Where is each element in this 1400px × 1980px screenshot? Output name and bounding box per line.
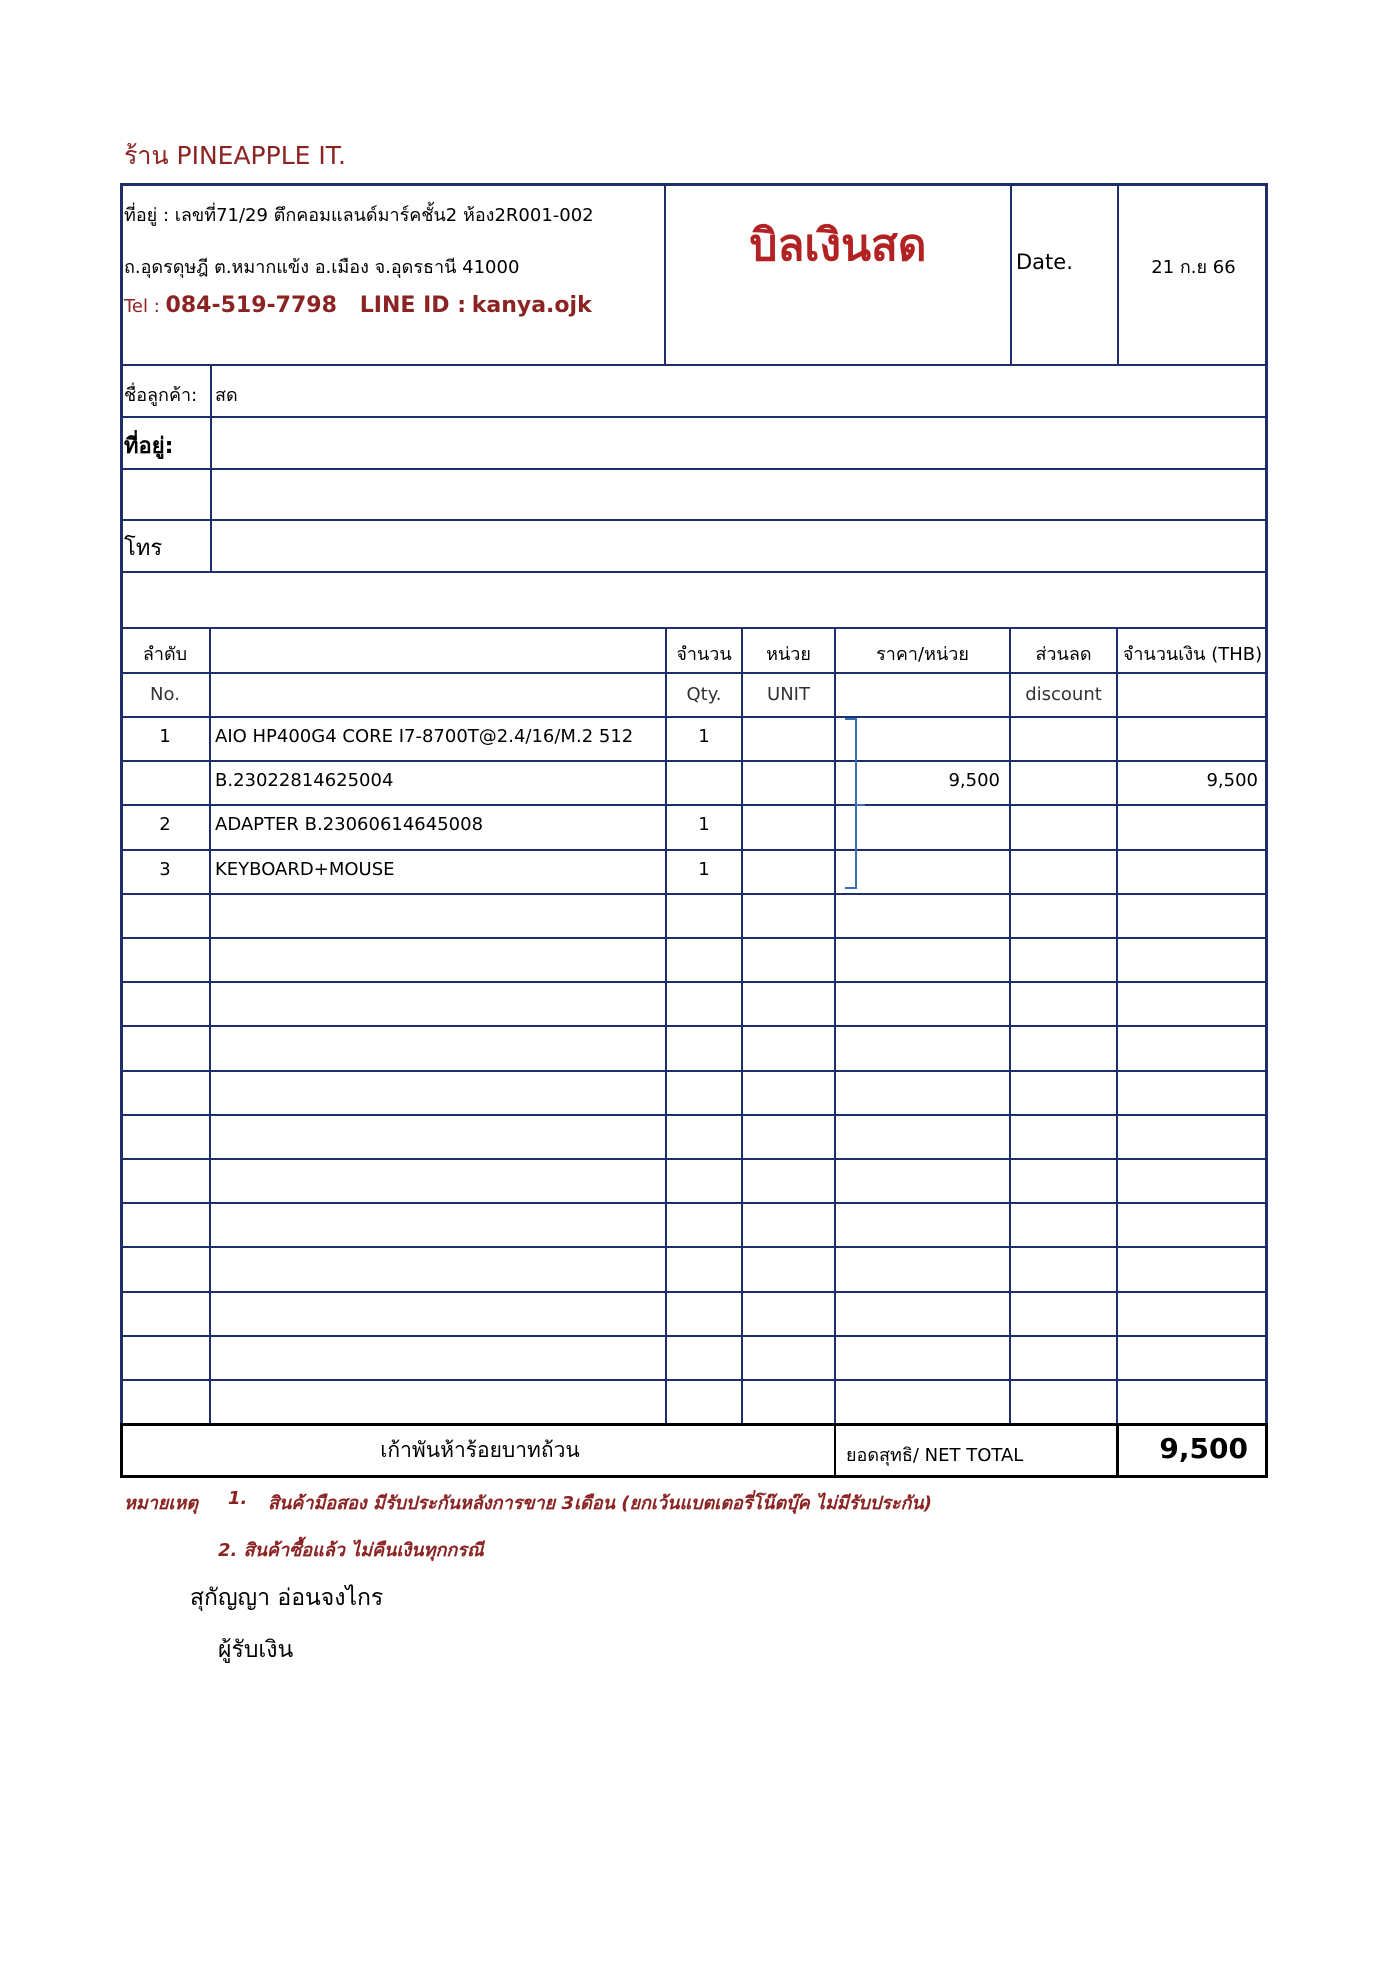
table-cell-desc: AIO HP400G4 CORE I7-8700T@2.4/16/M.2 512 (215, 726, 634, 747)
row-divider (120, 1335, 1268, 1337)
column-header-th: จำนวน (676, 644, 732, 665)
column-header-th: จำนวนเงิน (THB) (1122, 644, 1263, 665)
notes-label: หมายเหตุ (124, 1493, 199, 1514)
table-cell-qty: 1 (698, 859, 710, 880)
table-cell-desc: ADAPTER B.23060614645008 (215, 814, 484, 835)
bill-title: บิลเงินสด (749, 220, 927, 271)
bracket-annotation (855, 804, 865, 806)
signature-name: สุกัญญา อ่อนจงไกร (190, 1585, 384, 1611)
row-divider (120, 1291, 1268, 1293)
column-header-en: discount (1025, 684, 1102, 705)
column-header-en: No. (150, 684, 180, 705)
net-total-label: ยอดสุทธิ/ NET TOTAL (846, 1445, 1024, 1466)
table-cell-no: 1 (159, 726, 171, 747)
row-divider (120, 893, 1268, 895)
row-divider (120, 849, 1268, 851)
table-cell-amount: 9,500 (1206, 770, 1258, 791)
row-divider (120, 760, 1268, 762)
column-header-en: UNIT (767, 684, 810, 705)
table-cell-no: 3 (159, 859, 171, 880)
note-2-text: 2. สินค้าซื้อแล้ว ไม่คืนเงินทุกกรณี (218, 1540, 484, 1561)
row-divider (120, 1246, 1268, 1248)
column-header-th: ส่วนลด (1035, 644, 1092, 665)
customer-name-value: สด (215, 385, 238, 406)
shop-name: ร้าน PINEAPPLE IT. (124, 141, 346, 170)
shop-contact (124, 293, 592, 318)
shop-address-line2: ถ.อุดรดุษฎี ต.หมากแข้ง อ.เมือง จ.อุดรธานี 41000 (124, 257, 520, 278)
customer-name-label: ชื่อลูกค้า: (124, 385, 198, 406)
tel-number: 084-519-7798 (165, 293, 337, 318)
customer-phone-label: โทร (124, 536, 163, 561)
row-divider (120, 981, 1268, 983)
column-header-th: ลำดับ (142, 644, 188, 665)
date-value: 21 ก.ย 66 (1151, 257, 1236, 278)
note-1-text: สินค้ามือสอง มีรับประกันหลังการขาย 3เดือน (ยกเว้นแบตเตอรี่โน๊ตบุ๊ค ไม่มีรับประกัน) (268, 1493, 932, 1514)
row-divider (120, 1379, 1268, 1381)
row-divider (120, 1114, 1268, 1116)
header-divider (120, 716, 1268, 718)
shop-address-line1: ที่อยู่ : เลขที่71/29 ตึกคอมแลนด์มาร์คชั้น2 ห้อง2R001-002 (124, 205, 594, 226)
column-header-en: Qty. (686, 684, 722, 705)
row-divider (120, 1202, 1268, 1204)
row-divider (120, 1070, 1268, 1072)
customer-address-label: ที่อยู่: (124, 434, 174, 459)
table-cell-no: 2 (159, 814, 171, 835)
column-header-th: หน่วย (766, 644, 811, 665)
table-cell-qty: 1 (698, 814, 710, 835)
tel-label: Tel : (124, 296, 160, 317)
row-divider (120, 1025, 1268, 1027)
table-cell-desc: B.23022814625004 (215, 770, 394, 791)
row-divider (120, 937, 1268, 939)
table-cell-price: 9,500 (948, 770, 1000, 791)
date-label: Date. (1016, 250, 1073, 274)
table-cell-desc: KEYBOARD+MOUSE (215, 859, 395, 880)
note-1-number: 1. (228, 1488, 248, 1509)
amount-in-words: เก้าพันห้าร้อยบาทถ้วน (380, 1438, 580, 1462)
signature-role: ผู้รับเงิน (218, 1637, 294, 1663)
row-divider (120, 804, 1268, 806)
bracket-annotation (845, 887, 857, 889)
bracket-annotation (845, 718, 857, 720)
net-total-value: 9,500 (1159, 1432, 1248, 1465)
line-label: LINE ID : (359, 293, 466, 318)
row-divider (120, 1158, 1268, 1160)
table-cell-qty: 1 (698, 726, 710, 747)
header-divider (120, 672, 1268, 674)
column-header-th: ราคา/หน่วย (876, 644, 969, 665)
line-id: kanya.ojk (471, 293, 592, 318)
